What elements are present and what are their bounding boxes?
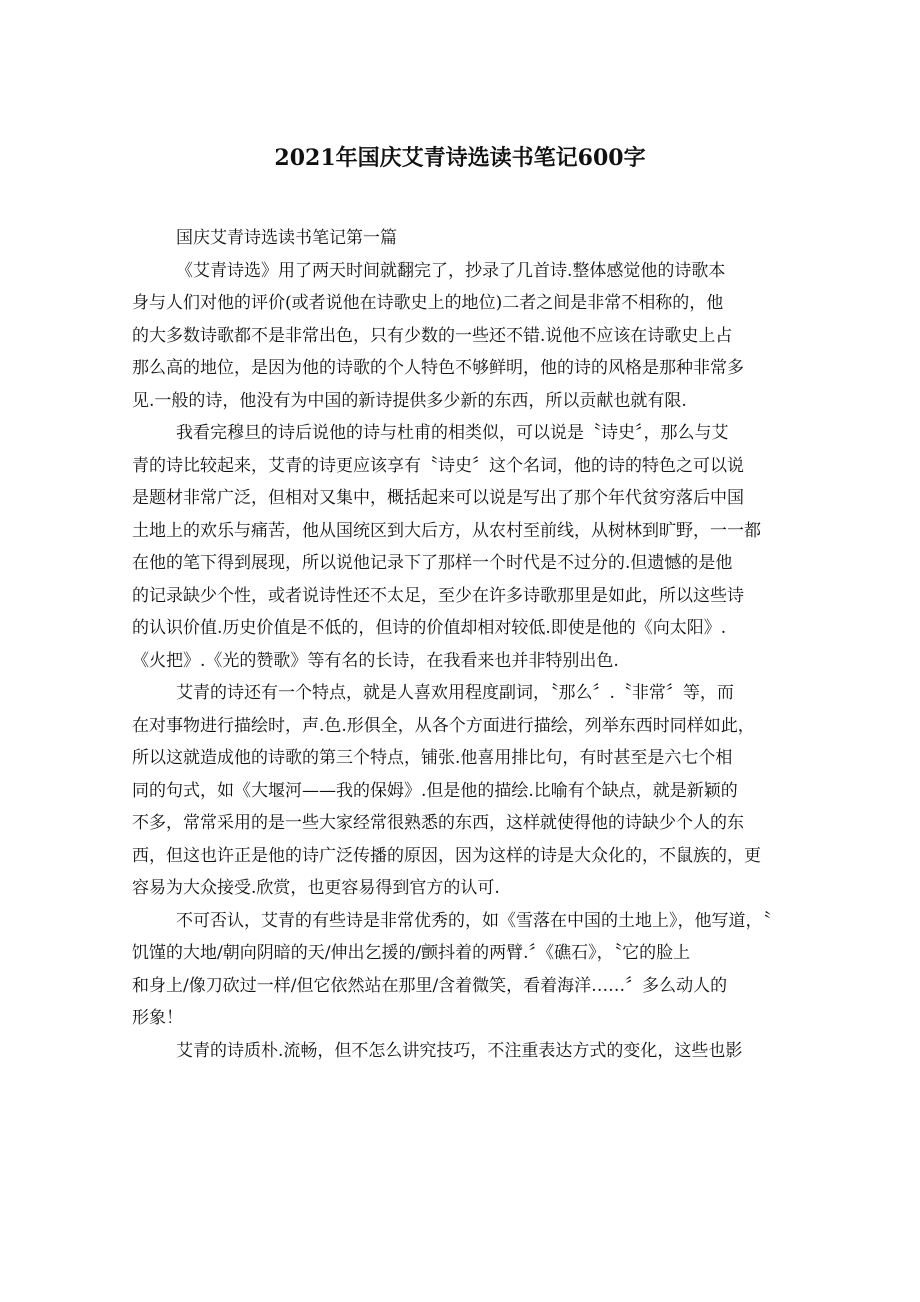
text-line: 艾青的诗还有一个特点，就是人喜欢用程度副词，〝那么〞.〝非常〞等，而 — [176, 683, 734, 703]
paragraph-1 — [132, 255, 792, 418]
paragraph-3 — [132, 677, 792, 905]
text-line: 是题材非常广泛，但相对又集中，概括起来可以说是写出了那个年代贫穷落后中国 — [132, 488, 744, 508]
text-line: 艾青的诗质朴.流畅，但不怎么讲究技巧，不注重表达方式的变化，这些也影 — [176, 1040, 743, 1061]
text-line: 在对事物进行描绘时，声.色.形俱全，从各个方面进行描绘，列举东西时同样如此， — [132, 715, 755, 736]
paragraph-heading — [132, 222, 792, 255]
paragraph-5 — [132, 1035, 792, 1068]
text-line: 那么高的地位，是因为他的诗歌的个人特色不够鲜明，他的诗的风格是那种非常多 — [132, 358, 744, 378]
text-line: 容易为大众接受.欣赏，也更容易得到官方的认可. — [132, 878, 500, 898]
text-line: 青的诗比较起来，艾青的诗更应该享有〝诗史〞这个名词，他的诗的特色之可以说 — [132, 455, 744, 476]
document-body — [132, 222, 792, 1067]
text-line: 西，但这也许正是他的诗广泛传播的原因，因为这样的诗是大众化的，不鼠族的，更 — [132, 845, 761, 866]
text-line: 同的句式，如《大堰河——我的保姆》.但是他的描绘.比喻有个缺点，就是新颖的 — [132, 780, 738, 801]
text-line: 的认识价值.历史价值是不低的，但诗的价值却相对较低.即使是他的《向太阳》. — [132, 618, 727, 638]
text-line: 的记录缺少个性，或者说诗性还不太足，至少在许多诗歌那里是如此，所以这些诗 — [132, 585, 744, 606]
text-line: 《火把》.《光的赞歌》等有名的长诗，在我看来也并非特别出色. — [132, 650, 619, 671]
text-line: 和身上/像刀砍过一样/但它依然站在那里/含着微笑，看着海洋……〞多么动人的 — [132, 975, 728, 996]
text-line: 形象！ — [132, 1008, 183, 1028]
text-line: 的大多数诗歌都不是非常出色，只有少数的一些还不错.说他不应该在诗歌史上占 — [132, 325, 733, 346]
text-line: 《艾青诗选》用了两天时间就翻完了，抄录了几首诗.整体感觉他的诗歌本 — [176, 260, 726, 281]
text-line: 我看完穆旦的诗后说他的诗与杜甫的相类似，可以说是〝诗史〞，那么与艾 — [176, 423, 729, 443]
text-line: 土地上的欢乐与痛苦，他从国统区到大后方，从农村至前线，从树林到旷野，一一都 — [132, 520, 761, 541]
text-line: 见.一般的诗，他没有为中国的新诗提供多少新的东西，所以贡献也就有限. — [132, 390, 687, 411]
text-line: 不可否认，艾青的有些诗是非常优秀的，如《雪落在中国的土地上》，他写道，〝 — [176, 910, 771, 931]
text-line: 身与人们对他的评价(或者说他在诗歌史上的地位)二者之间是非常不相称的，他 — [132, 293, 724, 313]
paragraph-4 — [132, 905, 792, 1035]
document-title: 2021年国庆艾青诗选读书笔记600字 — [274, 145, 646, 171]
text-line: 所以这就造成他的诗歌的第三个特点，铺张.他喜用排比句，有时甚至是六七个相 — [132, 748, 733, 768]
text-line: 国庆艾青诗选读书笔记第一篇 — [176, 228, 397, 248]
text-line: 饥馑的大地/朝向阴暗的天/伸出乞援的/颤抖着的两臂.〞《礁石》，〝它的脸上 — [132, 943, 691, 963]
paragraph-2 — [132, 417, 792, 677]
text-line: 不多，常常采用的是一些大家经常很熟悉的东西，这样就使得他的诗缺少个人的东 — [132, 813, 744, 833]
text-line: 在他的笔下得到展现，所以说他记录下了那样一个时代是不过分的.但遗憾的是他 — [132, 553, 733, 573]
